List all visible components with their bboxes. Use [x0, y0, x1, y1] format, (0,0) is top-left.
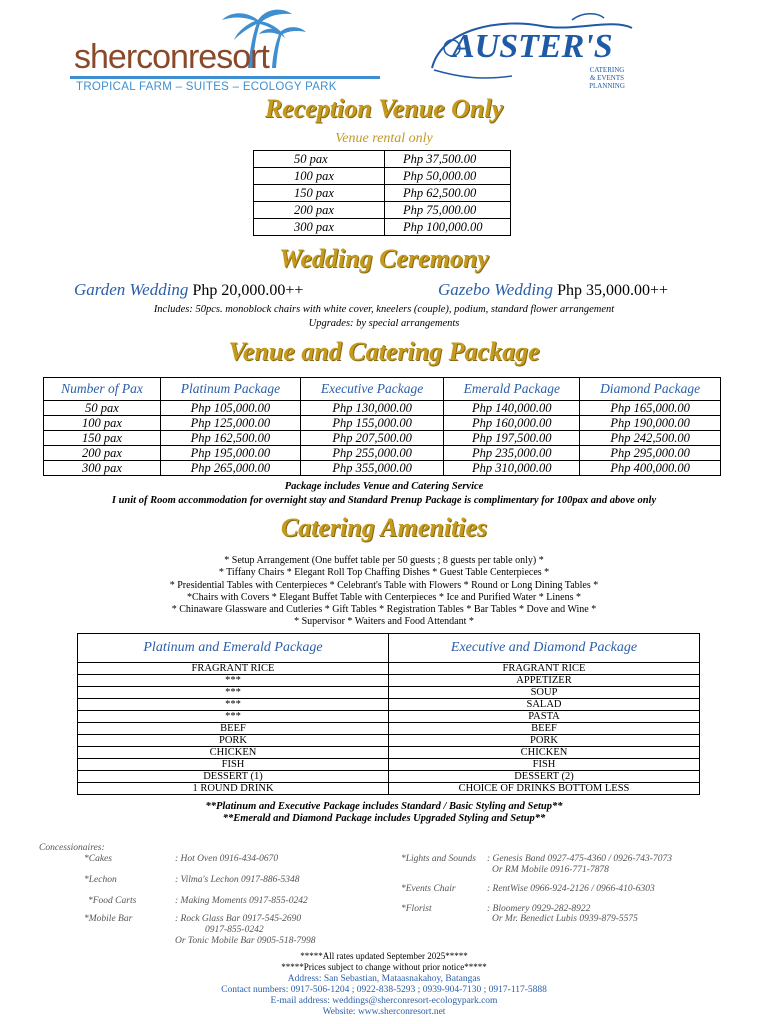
- gazebo-wedding-label: Gazebo Wedding: [438, 280, 554, 299]
- styling-note-1: **Platinum and Executive Package includes Standard / Basic Styling and Setup**: [205, 801, 563, 812]
- menu-item: BEEF: [389, 723, 700, 735]
- conc-florist-label: *Florist: [401, 904, 432, 914]
- menu-header: Executive and Diamond Package: [389, 634, 700, 663]
- amenities-title: Catering Amenities: [280, 513, 488, 542]
- menu-row: [78, 711, 700, 723]
- amenities-line: * Chinaware Glassware and Cutleries * Gift Tables * Registration Tables * Bar Tables * Dove and Wine *: [171, 604, 597, 616]
- gazebo-wedding-row: [438, 280, 668, 300]
- venue-rental-table: [253, 150, 511, 236]
- package-price-cell: Php 160,000.00: [444, 416, 580, 431]
- amenities-line: * Tiffany Chairs * Elegant Roll Top Chaffing Dishes * Guest Table Centerpieces *: [218, 567, 550, 579]
- package-price-cell: Php 197,500.00: [444, 431, 580, 446]
- package-price-cell: Php 310,000.00: [444, 461, 580, 476]
- menu-item: DESSERT (1): [78, 771, 389, 783]
- package-price-cell: Php 295,000.00: [580, 446, 721, 461]
- menu-table: [77, 633, 700, 795]
- conc-lechon-label: *Lechon: [84, 875, 117, 885]
- package-price-cell: Php 162,500.00: [161, 431, 301, 446]
- logo-tagline: TROPICAL FARM – SUITES – ECOLOGY PARK: [76, 81, 337, 93]
- menu-item: ***: [78, 699, 389, 711]
- menu-item: CHICKEN: [78, 747, 389, 759]
- footer-address: Address: San Sebastian, Mataasnakahoy, Batangas: [287, 974, 481, 984]
- conc-lights-value: : Genesis Band 0927-475-4360 / 0926-743-7073: [487, 854, 672, 864]
- package-price-cell: Php 235,000.00: [444, 446, 580, 461]
- footer-email[interactable]: E-mail address: weddings@sherconresort-ecologypark.com: [270, 996, 498, 1006]
- conc-lechon-value: : Vilma's Lechon 0917-886-5348: [175, 875, 300, 885]
- conc-cakes-label: *Cakes: [84, 854, 112, 864]
- package-pax-cell: 300 pax: [44, 461, 161, 476]
- ceremony-title: Wedding Ceremony: [279, 244, 489, 273]
- package-header: Number of Pax: [44, 378, 161, 401]
- rental-row: [254, 219, 511, 236]
- menu-row: [78, 663, 700, 675]
- footer-website[interactable]: Website: www.sherconresort.net: [322, 1007, 446, 1017]
- package-row: [44, 461, 721, 476]
- menu-header: Platinum and Emerald Package: [78, 634, 389, 663]
- conc-chair-value: : RentWise 0966-924-2126 / 0966-410-6303: [487, 884, 655, 894]
- package-price-cell: Php 255,000.00: [300, 446, 444, 461]
- package-price-cell: Php 130,000.00: [300, 401, 444, 416]
- package-row: [44, 401, 721, 416]
- package-header: Diamond Package: [580, 378, 721, 401]
- rental-price: Php 37,500.00: [385, 151, 511, 168]
- rental-price: Php 75,000.00: [385, 202, 511, 219]
- menu-item: ***: [78, 711, 389, 723]
- package-price-cell: Php 242,500.00: [580, 431, 721, 446]
- rental-price: Php 50,000.00: [385, 168, 511, 185]
- package-price-cell: Php 207,500.00: [300, 431, 444, 446]
- menu-item: APPETIZER: [389, 675, 700, 687]
- menu-item: FRAGRANT RICE: [389, 663, 700, 675]
- menu-row: [78, 783, 700, 795]
- menu-row: [78, 735, 700, 747]
- amenities-line: * Setup Arrangement (One buffet table per 50 guests ; 8 guests per table only) *: [224, 555, 544, 566]
- logo-subtitle-line2: & EVENTS PLANNING: [589, 74, 625, 90]
- garden-wedding-price: Php 20,000.00++: [192, 282, 304, 299]
- package-pax-cell: 200 pax: [44, 446, 161, 461]
- rental-pax: 200 pax: [254, 202, 385, 219]
- menu-item: FISH: [389, 759, 700, 771]
- ceremony-includes: Includes: 50pcs. monoblock chairs with white cover, kneelers (couple), podium, standard flower arrangement: [153, 304, 615, 315]
- menu-item: ***: [78, 687, 389, 699]
- package-pax-cell: 100 pax: [44, 416, 161, 431]
- ceremony-upgrades: Upgrades: by special arrangements: [308, 318, 460, 329]
- package-header: Platinum Package: [161, 378, 301, 401]
- package-price-cell: Php 400,000.00: [580, 461, 721, 476]
- garden-wedding-label: Garden Wedding: [74, 280, 189, 299]
- menu-item: ***: [78, 675, 389, 687]
- garden-wedding-row: [74, 280, 303, 300]
- package-price-cell: Php 140,000.00: [444, 401, 580, 416]
- conc-florist-value: : Bloomery 0929-282-8922: [487, 904, 591, 914]
- rental-price: Php 62,500.00: [385, 185, 511, 202]
- package-price-cell: Php 195,000.00: [161, 446, 301, 461]
- menu-item: SOUP: [389, 687, 700, 699]
- package-note-1: Package includes Venue and Catering Service: [284, 481, 484, 492]
- conc-cakes-value: : Hot Oven 0916-434-0670: [175, 854, 279, 864]
- menu-item: PORK: [389, 735, 700, 747]
- rental-pax: 300 pax: [254, 219, 385, 236]
- shercon-resort-logo: [70, 8, 380, 98]
- prices-notice: *****Prices subject to change without prior notice*****: [281, 962, 487, 972]
- menu-row: [78, 759, 700, 771]
- package-price-cell: Php 125,000.00: [161, 416, 301, 431]
- menu-item: FRAGRANT RICE: [78, 663, 389, 675]
- menu-row: [78, 675, 700, 687]
- amenities-line: *Chairs with Covers * Elegant Buffet Table with Centerpieces * Ice and Purified Water * Linens *: [187, 591, 581, 603]
- logo-wordmark: sherconresort: [74, 38, 269, 76]
- menu-item: CHICKEN: [389, 747, 700, 759]
- menu-row: [78, 687, 700, 699]
- rental-pax: 100 pax: [254, 168, 385, 185]
- rental-pax: 150 pax: [254, 185, 385, 202]
- package-header: Executive Package: [300, 378, 444, 401]
- menu-item: CHOICE OF DRINKS BOTTOM LESS: [389, 783, 700, 795]
- conc-mobilebar-label: *Mobile Bar: [84, 914, 133, 924]
- menu-row: [78, 699, 700, 711]
- package-row: [44, 416, 721, 431]
- menu-item: PORK: [78, 735, 389, 747]
- conc-foodcarts-label: *Food Carts: [88, 896, 137, 906]
- amenities-list: [0, 555, 768, 629]
- conc-mobilebar-line3: Or Tonic Mobile Bar 0905-518-7998: [175, 936, 316, 946]
- conc-mobilebar-value: : Rock Glass Bar 0917-545-2690: [175, 914, 302, 924]
- styling-note-2: **Emerald and Diamond Package includes Upgraded Styling and Setup**: [222, 813, 546, 824]
- package-header: Emerald Package: [444, 378, 580, 401]
- package-price-table: [43, 377, 721, 476]
- rental-row: [254, 151, 511, 168]
- package-row: [44, 431, 721, 446]
- package-price-cell: Php 105,000.00: [161, 401, 301, 416]
- package-price-cell: Php 155,000.00: [300, 416, 444, 431]
- package-note-2: I unit of Room accommodation for overnight stay and Standard Prenup Package is complimentary for 100pax and above only: [111, 495, 657, 506]
- menu-row: [78, 771, 700, 783]
- menu-item: 1 ROUND DRINK: [78, 783, 389, 795]
- gazebo-wedding-price: Php 35,000.00++: [557, 282, 669, 299]
- menu-row: [78, 747, 700, 759]
- logo-subtitle-line1: CATERING: [589, 66, 625, 74]
- amenities-line: * Presidential Tables with Centerpieces * Celebrant's Table with Flowers * Round or Long Dining Tables *: [169, 579, 599, 591]
- package-title: Venue and Catering Package: [228, 337, 540, 366]
- footer-contacts: Contact numbers: 0917-506-1204 ; 0922-838-5293 ; 0939-904-7130 ; 0917-117-5888: [221, 985, 547, 995]
- package-pax-cell: 150 pax: [44, 431, 161, 446]
- amenities-line: * Supervisor * Waiters and Food Attendant *: [294, 616, 474, 628]
- package-price-cell: Php 355,000.00: [300, 461, 444, 476]
- conc-foodcarts-value: : Making Moments 0917-855-0242: [175, 896, 308, 906]
- rental-row: [254, 185, 511, 202]
- logo-wordmark-austers: AUSTER'S: [452, 28, 613, 65]
- package-row: [44, 446, 721, 461]
- reception-subtitle: Venue rental only: [335, 131, 433, 146]
- reception-title: Reception Venue Only: [264, 94, 504, 123]
- logo-subtitle: [572, 66, 642, 90]
- conc-lights-label: *Lights and Sounds: [401, 854, 476, 864]
- package-price-cell: Php 190,000.00: [580, 416, 721, 431]
- conc-mobilebar-line2: 0917-855-0242: [205, 925, 264, 935]
- conc-lights-line2: Or RM Mobile 0916-771-7878: [492, 865, 609, 875]
- rental-pax: 50 pax: [254, 151, 385, 168]
- austers-logo: [422, 8, 644, 98]
- rental-row: [254, 168, 511, 185]
- menu-item: BEEF: [78, 723, 389, 735]
- rental-row: [254, 202, 511, 219]
- concessionaires-title: Concessionaires:: [39, 843, 105, 853]
- menu-row: [78, 723, 700, 735]
- package-price-cell: Php 265,000.00: [161, 461, 301, 476]
- menu-item: DESSERT (2): [389, 771, 700, 783]
- menu-item: SALAD: [389, 699, 700, 711]
- package-pax-cell: 50 pax: [44, 401, 161, 416]
- rates-updated: *****All rates updated September 2025*****: [300, 951, 468, 961]
- package-price-cell: Php 165,000.00: [580, 401, 721, 416]
- conc-chair-label: *Events Chair: [401, 884, 456, 894]
- conc-florist-line2: Or Mr. Benedict Lubis 0939-879-5575: [492, 914, 638, 924]
- menu-item: PASTA: [389, 711, 700, 723]
- menu-item: FISH: [78, 759, 389, 771]
- rental-price: Php 100,000.00: [385, 219, 511, 236]
- logo-underline: [70, 76, 380, 79]
